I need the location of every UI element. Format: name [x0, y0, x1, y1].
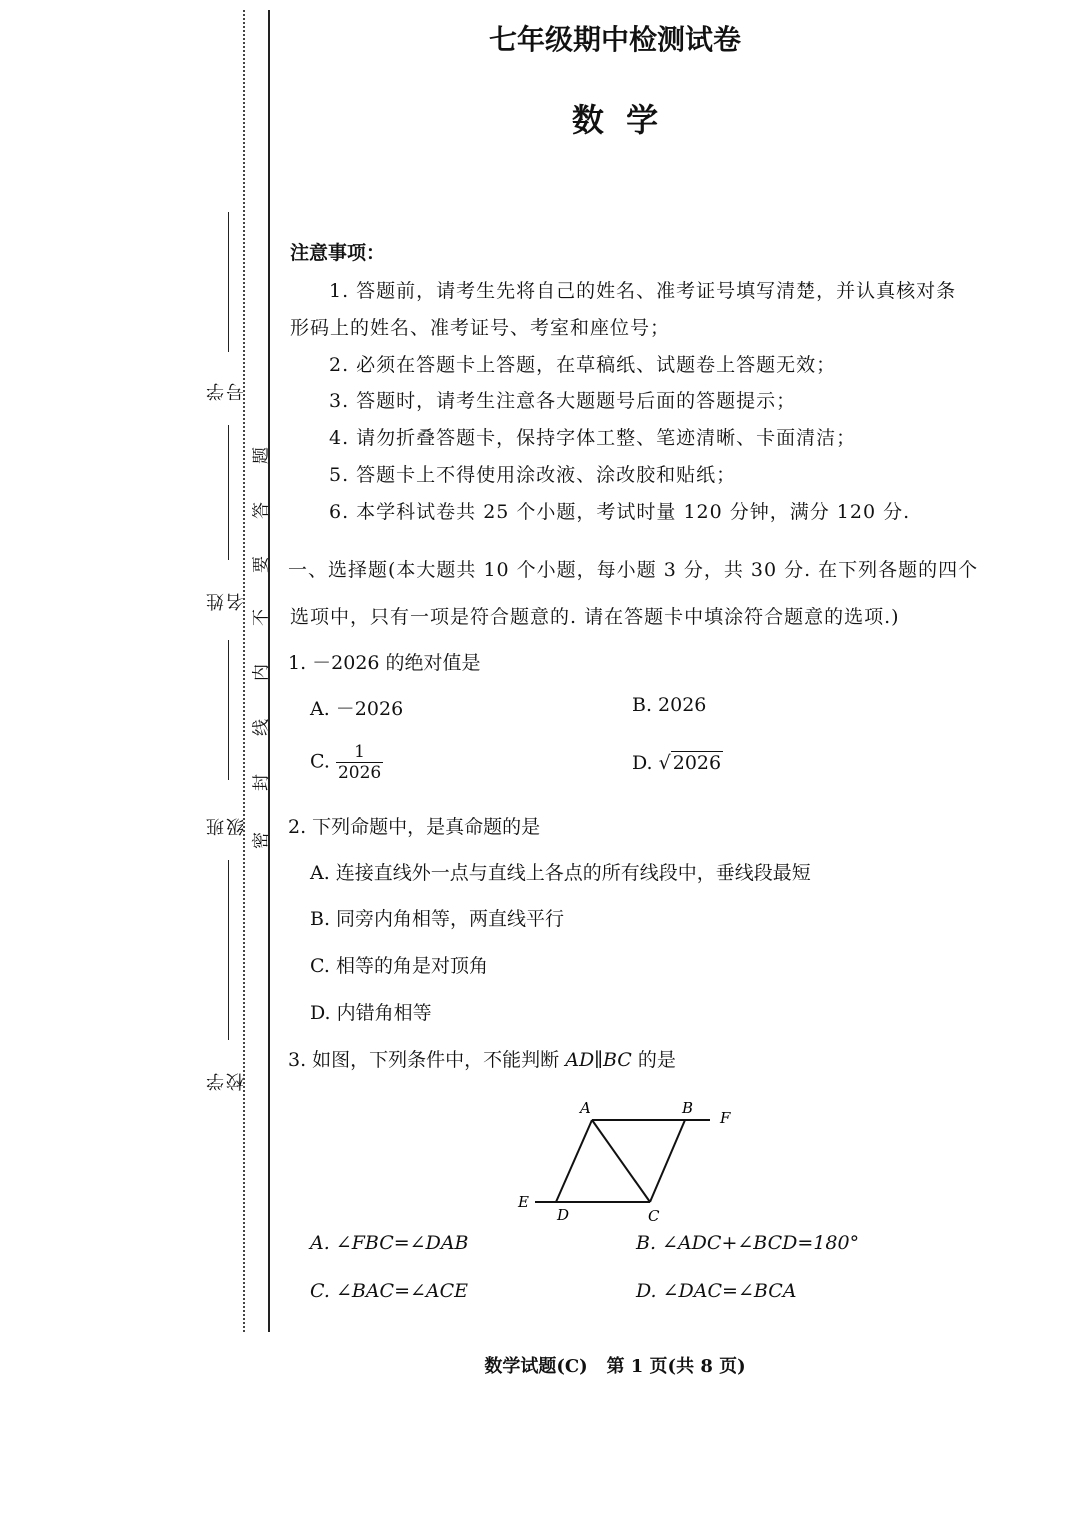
seal-char: 封 — [251, 774, 272, 791]
seal-char: 题 — [251, 447, 272, 464]
name-field[interactable] — [228, 425, 229, 560]
section-heading: 一、选择题(本大题共 10 个小题，每小题 3 分，共 30 分. 在下列各题的四个 — [288, 559, 979, 581]
notice-item: 5. 答题卡上不得使用涂改液、涂改胶和贴纸； — [329, 464, 737, 486]
page-footer: 数学试题(C) 第 1 页(共 8 页) — [484, 1356, 746, 1377]
seal-char: 密 — [251, 832, 272, 849]
student-no-label: 学 号 — [206, 369, 247, 401]
point-label-f: F — [720, 1109, 731, 1127]
question-stem: 3. 如图，下列条件中，不能判断 AD∥BC 的是 — [288, 1049, 676, 1071]
point-label-b: B — [682, 1099, 694, 1117]
geometry-figure — [510, 1095, 750, 1225]
class-label: 班 级 — [206, 804, 247, 836]
name-label: 姓 名 — [206, 579, 247, 611]
seal-char: 内 — [251, 664, 272, 681]
segment-ad — [556, 1120, 592, 1202]
option-c: C. $\frac{1}{2026}$ — [310, 742, 382, 783]
section-heading: 选项中，只有一项是符合题意的. 请在答题卡中填涂符合题意的选项.) — [290, 606, 900, 628]
option-a: A. －2026 — [310, 698, 404, 720]
option-b: B. 2026 — [632, 694, 707, 716]
segment-ac — [592, 1120, 650, 1202]
question-stem: 1. －2026 的绝对值是 — [288, 652, 481, 674]
option-b: B. ∠ADC+∠BCD=180° — [636, 1232, 860, 1254]
option-d: D. √ 2026 — [632, 752, 722, 774]
option-d: D. 内错角相等 — [310, 1002, 432, 1024]
notice-item: 1. 答题前，请考生先将自己的姓名、准考证号填写清楚，并认真核对条 — [329, 280, 957, 302]
question-stem: 2. 下列命题中，是真命题的是 — [288, 816, 541, 838]
option-b: B. 同旁内角相等，两直线平行 — [310, 908, 565, 930]
segment-bc — [650, 1120, 685, 1202]
option-c: C. 相等的角是对顶角 — [310, 955, 488, 977]
exam-title: 七年级期中检测试卷 — [488, 23, 741, 56]
option-d: D. ∠DAC=∠BCA — [636, 1280, 797, 1302]
option-c: C. ∠BAC=∠ACE — [310, 1280, 469, 1302]
point-label-e: E — [518, 1193, 529, 1211]
fraction: $\frac{1}{2026}$ — [337, 742, 382, 783]
notice-item: 3. 答题时，请考生注意各大题题号后面的答题提示； — [329, 390, 797, 412]
notice-heading: 注意事项： — [290, 242, 386, 264]
seal-char: 答 — [251, 502, 272, 519]
student-no-field[interactable] — [228, 212, 229, 352]
class-field[interactable] — [228, 640, 229, 780]
school-label: 学 校 — [206, 1059, 247, 1091]
seal-char: 不 — [251, 609, 272, 626]
school-field[interactable] — [228, 860, 229, 1040]
subject-title: 数 学 — [571, 101, 659, 139]
notice-item: 6. 本学科试卷共 25 个小题，考试时量 120 分钟，满分 120 分. — [329, 501, 911, 523]
notice-item: 2. 必须在答题卡上答题，在草稿纸、试题卷上答题无效； — [329, 354, 837, 376]
notice-item: 4. 请勿折叠答题卡，保持字体工整、笔迹清晰、卡面清洁； — [329, 427, 857, 449]
option-a: A. 连接直线外一点与直线上各点的所有线段中，垂线段最短 — [310, 862, 811, 884]
point-label-d: D — [557, 1206, 570, 1224]
seal-char: 线 — [251, 719, 272, 736]
point-label-c: C — [648, 1207, 660, 1225]
seal-char: 要 — [251, 556, 272, 573]
fold-dotted-line — [243, 10, 245, 1332]
point-label-a: A — [580, 1099, 591, 1117]
notice-item: 形码上的姓名、准考证号、考室和座位号； — [290, 317, 671, 339]
option-a: A. ∠FBC=∠DAB — [310, 1232, 469, 1254]
